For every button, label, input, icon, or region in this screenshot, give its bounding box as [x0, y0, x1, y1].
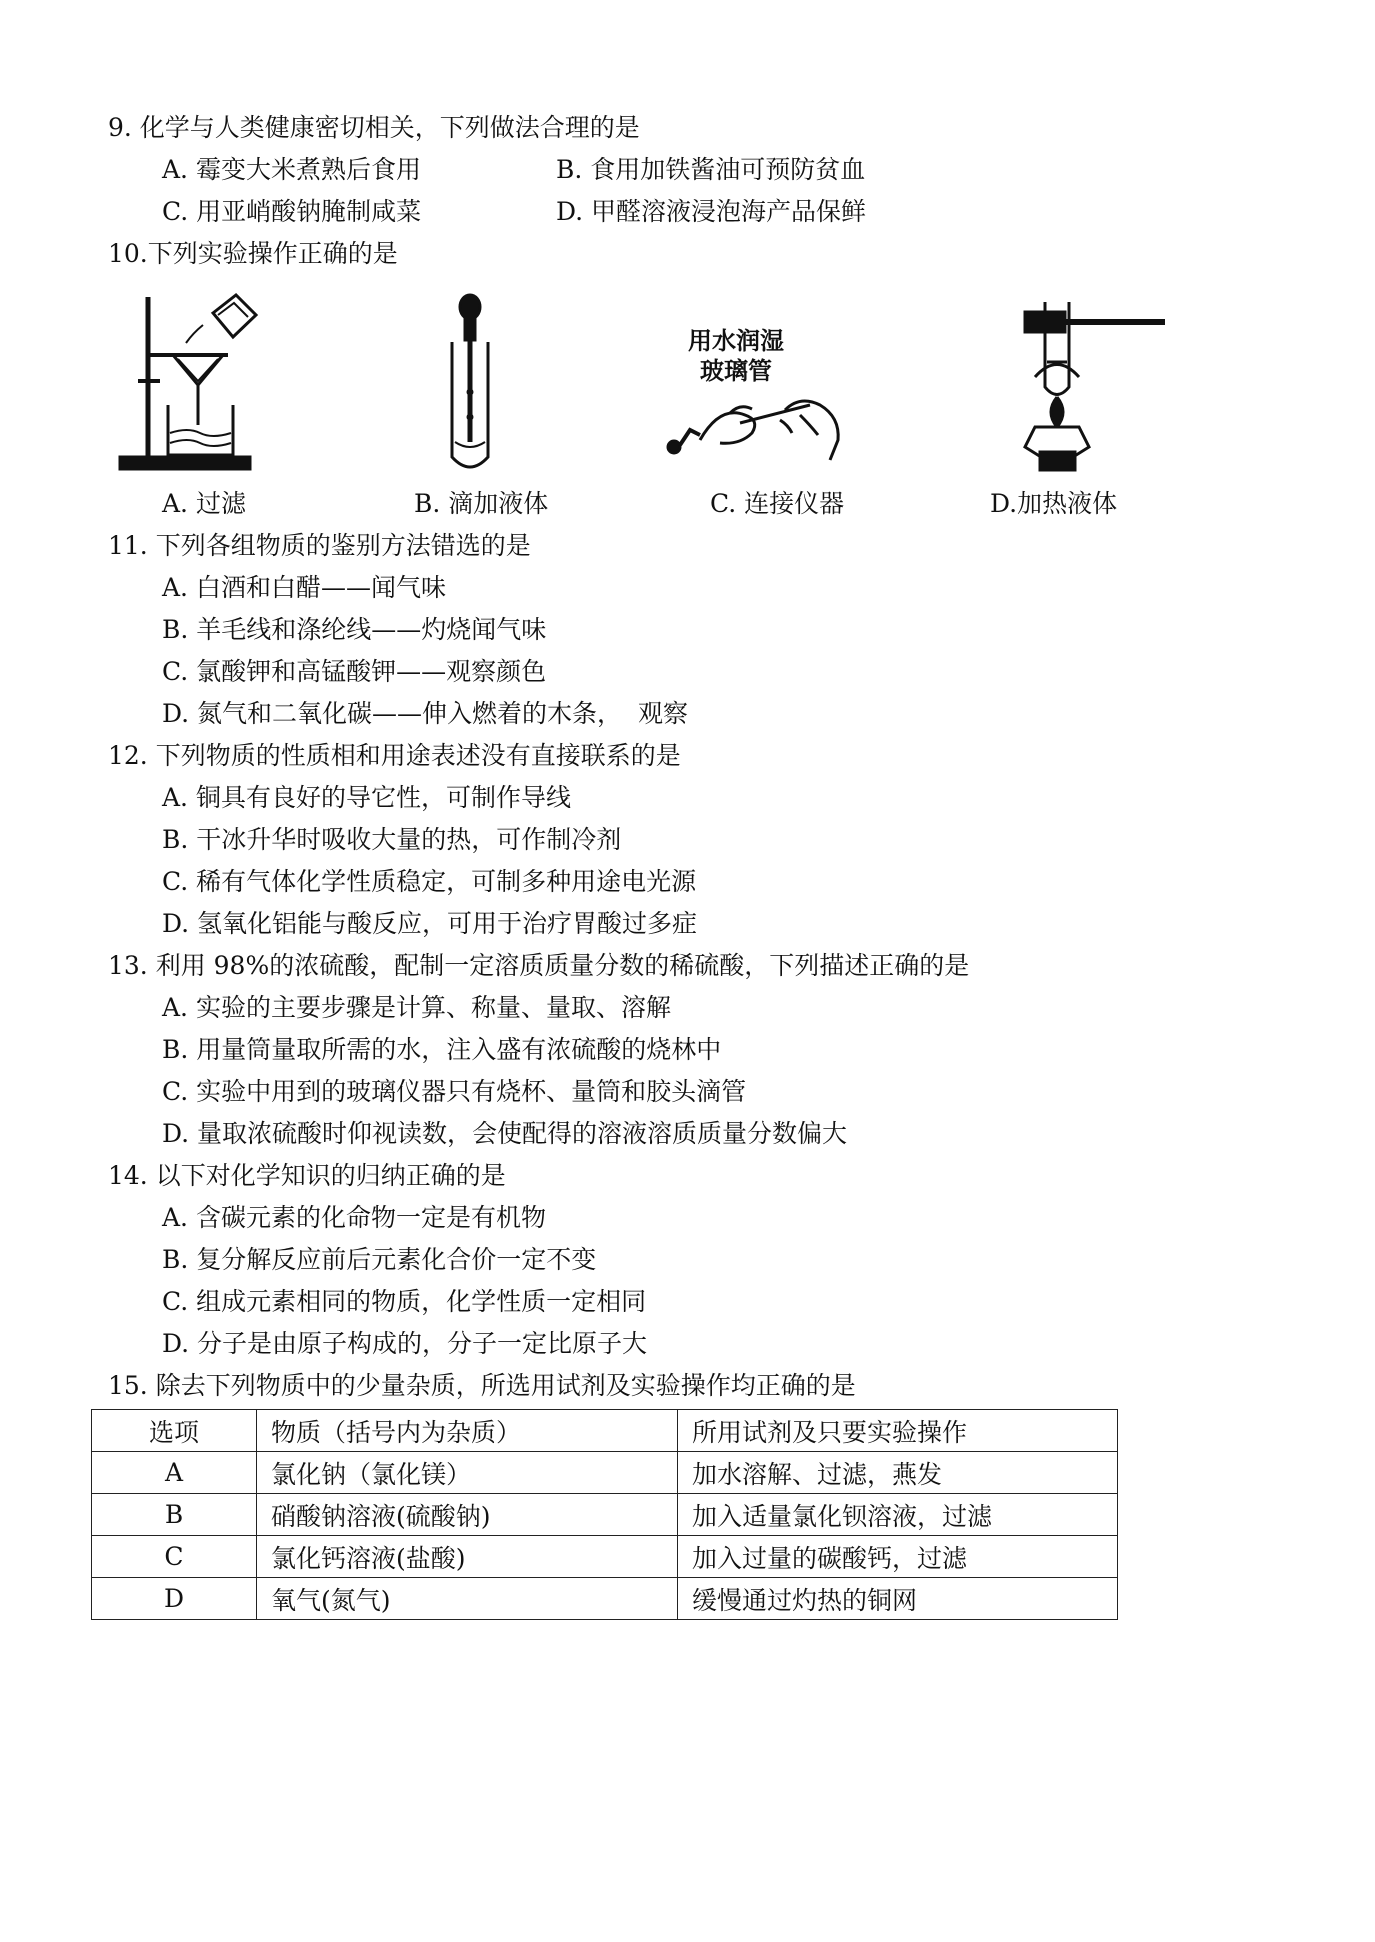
q12-option-d: D. 氢氧化铝能与酸反应，可用于治疗胃酸过多症 — [162, 909, 698, 938]
q10-option-c: C. 连接仪器 — [710, 489, 845, 518]
q15-stem: 15. 除去下列物质中的少量杂质，所选用试剂及实验操作均正确的是 — [108, 1371, 856, 1400]
q13-option-b: B. 用量筒量取所需的水，注入盛有浓硫酸的烧林中 — [162, 1035, 722, 1064]
table-row — [92, 1452, 1118, 1494]
table-header-row — [92, 1410, 1118, 1452]
q9-option-c: C. 用亚峭酸钠腌制咸菜 — [162, 197, 422, 226]
q11-option-d: D. 氮气和二氧化碳——伸入燃着的木条， 观察 — [162, 699, 688, 728]
q9-option-b: B. 食用加铁酱油可预防贫血 — [556, 155, 866, 184]
figure-dropper — [440, 292, 500, 477]
table-row — [92, 1578, 1118, 1620]
table-row — [92, 1536, 1118, 1578]
figure-filtration — [118, 285, 278, 475]
q13-stem: 13. 利用 98%的浓硫酸，配制一定溶质质量分数的稀硫酸，下列描述正确的是 — [108, 951, 970, 980]
table-cell: 加入适量氯化钡溶液，过滤 — [678, 1494, 1118, 1536]
q12-option-c: C. 稀有气体化学性质稳定，可制多种用途电光源 — [162, 867, 697, 896]
q13-option-d: D. 量取浓硫酸时仰视读数，会使配得的溶液溶质质量分数偏大 — [162, 1119, 848, 1148]
q11-option-c: C. 氯酸钾和高锰酸钾——观察颜色 — [162, 657, 547, 686]
table-cell: 氯化钠（氯化镁） — [257, 1452, 678, 1494]
q13-option-a: A. 实验的主要步骤是计算、称量、量取、溶解 — [162, 993, 671, 1022]
table-row — [92, 1494, 1118, 1536]
q10-option-b: B. 滴加液体 — [414, 489, 549, 518]
q13-option-c: C. 实验中用到的玻璃仪器只有烧杯、量筒和胶头滴管 — [162, 1077, 747, 1106]
table-header-cell: 物质（括号内为杂质） — [257, 1410, 678, 1452]
table-cell: 氧气(氮气) — [257, 1578, 678, 1620]
q14-option-b: B. 复分解反应前后元素化合价一定不变 — [162, 1245, 597, 1274]
figure-connect-apparatus — [660, 385, 860, 465]
table-cell: A — [92, 1452, 257, 1494]
q12-stem: 12. 下列物质的性质相和用途表述没有直接联系的是 — [108, 741, 681, 770]
table-cell: 缓慢通过灼热的铜网 — [678, 1578, 1118, 1620]
q12-option-a: A. 铜具有良好的导它性，可制作导线 — [162, 783, 571, 812]
figure-c-label-1: 用水润湿 — [688, 326, 784, 355]
q14-stem: 14. 以下对化学知识的归纳正确的是 — [108, 1161, 506, 1190]
table-cell: 加水溶解、过滤，燕发 — [678, 1452, 1118, 1494]
q9-stem: 9. 化学与人类健康密切相关，下列做法合理的是 — [108, 113, 640, 142]
table-header-cell: 所用试剂及只要实验操作 — [678, 1410, 1118, 1452]
q9-option-a: A. 霉变大米煮熟后食用 — [162, 155, 421, 184]
q11-option-b: B. 羊毛线和涤纶线——灼烧闻气味 — [162, 615, 547, 644]
table-cell: C — [92, 1536, 257, 1578]
q10-stem: 10.下列实验操作正确的是 — [108, 239, 398, 268]
table-cell: B — [92, 1494, 257, 1536]
table-cell: D — [92, 1578, 257, 1620]
q14-option-d: D. 分子是由原子构成的，分子一定比原子大 — [162, 1329, 648, 1358]
q15-table — [91, 1409, 1118, 1620]
table-cell: 硝酸钠溶液(硫酸钠) — [257, 1494, 678, 1536]
q10-option-d: D.加热液体 — [990, 489, 1118, 518]
figure-heating-liquid — [1015, 292, 1175, 482]
table-header-cell: 选项 — [92, 1410, 257, 1452]
q14-option-c: C. 组成元素相同的物质，化学性质一定相同 — [162, 1287, 647, 1316]
q12-option-b: B. 干冰升华时吸收大量的热，可作制冷剂 — [162, 825, 622, 854]
q11-stem: 11. 下列各组物质的鉴别方法错选的是 — [108, 531, 531, 560]
q10-option-a: A. 过滤 — [162, 489, 246, 518]
q14-option-a: A. 含碳元素的化命物一定是有机物 — [162, 1203, 546, 1232]
table-cell: 氯化钙溶液(盐酸) — [257, 1536, 678, 1578]
figure-c-label-2: 玻璃管 — [700, 356, 772, 385]
q11-option-a: A. 白酒和白醋——闻气味 — [162, 573, 446, 602]
q9-option-d: D. 甲醛溶液浸泡海产品保鲜 — [556, 197, 867, 226]
table-cell: 加入过量的碳酸钙，过滤 — [678, 1536, 1118, 1578]
